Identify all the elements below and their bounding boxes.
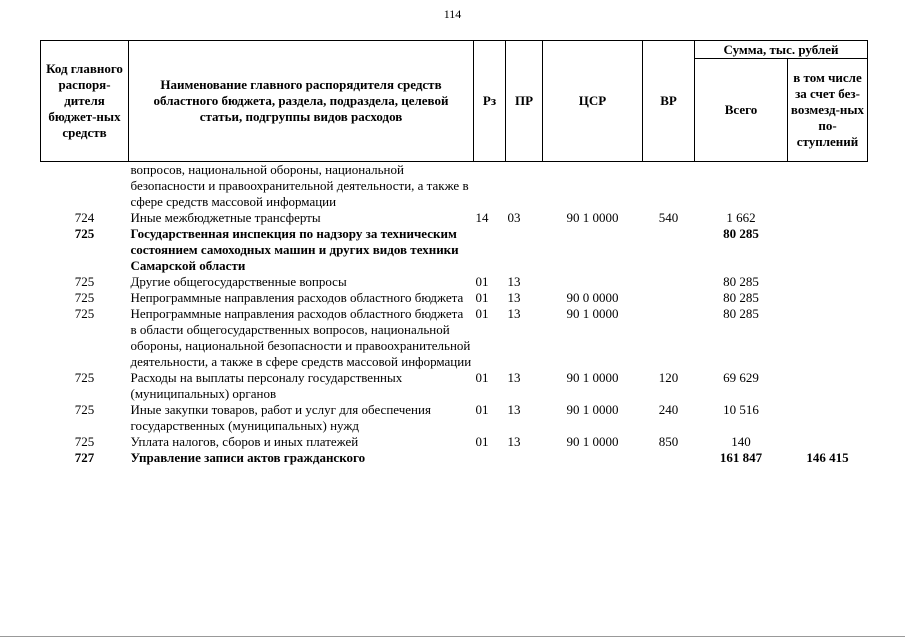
row-code: 725 <box>74 370 95 385</box>
row-vr <box>643 274 695 290</box>
row-code: 725 <box>74 290 95 305</box>
table-row <box>41 162 868 211</box>
row-grant: 146 415 <box>806 450 849 465</box>
row-total: 1 662 <box>726 210 756 225</box>
row-total: 80 285 <box>723 290 759 305</box>
row-rz: 01 <box>475 370 489 385</box>
row-name: Иные межбюджетные трансферты <box>130 210 321 225</box>
row-pr: 13 <box>507 402 521 417</box>
row-vr <box>643 226 695 274</box>
row-code: 725 <box>74 434 95 449</box>
table-header <box>41 41 868 162</box>
row-grant <box>788 306 868 370</box>
row-vr: 540 <box>658 210 679 225</box>
header-csr: ЦСР <box>543 41 643 162</box>
row-pr: 13 <box>507 290 521 305</box>
row-grant <box>788 162 868 211</box>
row-grant <box>788 226 868 274</box>
row-grant <box>788 434 868 450</box>
row-grant <box>788 210 868 226</box>
row-total: 80 285 <box>723 274 759 289</box>
header-vr: ВР <box>643 41 695 162</box>
row-code: 725 <box>74 274 95 289</box>
row-pr: 13 <box>507 370 521 385</box>
header-rz: Рз <box>474 41 506 162</box>
row-rz: 01 <box>475 434 489 449</box>
row-csr <box>543 162 643 211</box>
header-grant: в том числе за счет без-возмезд-ных по-ступлений <box>788 59 868 162</box>
row-pr: 03 <box>507 210 521 225</box>
row-code: 725 <box>74 402 95 417</box>
row-pr: 13 <box>507 434 521 449</box>
row-code: 725 <box>74 226 95 241</box>
row-grant <box>788 290 868 306</box>
row-rz <box>474 450 506 466</box>
row-code <box>41 162 129 211</box>
header-pr: ПР <box>506 41 543 162</box>
row-name: Непрограммные направления расходов областного бюджета <box>130 290 464 305</box>
row-total: 80 285 <box>723 306 759 321</box>
row-total: 69 629 <box>723 370 759 385</box>
row-code: 725 <box>74 306 95 321</box>
row-vr: 120 <box>658 370 679 385</box>
table-body <box>41 162 868 467</box>
row-rz <box>474 226 506 274</box>
table-row <box>41 370 868 402</box>
table-row <box>41 434 868 450</box>
row-vr: 240 <box>658 402 679 417</box>
row-rz: 01 <box>475 402 489 417</box>
row-csr: 90 1 0000 <box>566 402 619 417</box>
row-total: 161 847 <box>719 450 763 465</box>
row-csr: 90 1 0000 <box>566 306 619 321</box>
row-name: Другие общегосударственные вопросы <box>130 274 347 289</box>
table-row <box>41 450 868 466</box>
row-code: 724 <box>74 210 95 225</box>
row-pr <box>506 450 543 466</box>
budget-table <box>40 40 868 466</box>
row-csr: 90 1 0000 <box>566 434 619 449</box>
row-name: Государственная инспекция по надзору за техническим состоянием самоходных машин и других видов техники Самарской области <box>130 226 459 273</box>
row-grant <box>788 370 868 402</box>
row-rz: 14 <box>475 210 489 225</box>
table-row <box>41 210 868 226</box>
row-name: Иные закупки товаров, работ и услуг для обеспечения государственных (муниципальных) нужд <box>130 402 431 433</box>
table-row <box>41 226 868 274</box>
row-total: 10 516 <box>723 402 759 417</box>
row-total: 80 285 <box>723 226 759 241</box>
row-csr: 90 1 0000 <box>566 370 619 385</box>
row-csr <box>543 450 643 466</box>
row-grant <box>788 274 868 290</box>
table-row <box>41 274 868 290</box>
row-vr <box>643 162 695 211</box>
header-name: Наименование главного распорядителя средств областного бюджета, раздела, подраздела, целевой статьи, подгруппы видов расходов <box>129 41 474 162</box>
table-row <box>41 290 868 306</box>
row-total: 140 <box>731 434 751 449</box>
page-bottom-divider <box>0 636 905 637</box>
row-csr: 90 1 0000 <box>566 210 619 225</box>
row-rz: 01 <box>475 306 489 321</box>
table-row <box>41 306 868 370</box>
row-pr: 13 <box>507 274 521 289</box>
row-vr <box>643 290 695 306</box>
row-rz: 01 <box>475 274 489 289</box>
row-pr <box>506 162 543 211</box>
row-name: вопросов, национальной обороны, национальной безопасности и правоохранительной деятельности, а также в сфере средств массовой информации <box>130 162 469 209</box>
row-grant <box>788 402 868 434</box>
header-sum: Сумма, тыс. рублей <box>695 41 868 59</box>
row-rz <box>474 162 506 211</box>
row-name: Непрограммные направления расходов областного бюджета в области общегосударственных вопросов, национальной обороны, национальной безопасности и правоохранительной деятельности, а также в сфере средств массовой информации <box>130 306 472 369</box>
row-vr: 850 <box>658 434 679 449</box>
table-row <box>41 402 868 434</box>
page-number: 114 <box>443 7 462 21</box>
row-name: Расходы на выплаты персоналу государственных (муниципальных) органов <box>130 370 403 401</box>
row-code: 727 <box>74 450 95 465</box>
header-total: Всего <box>695 59 788 162</box>
row-vr <box>643 306 695 370</box>
row-name: Управление записи актов гражданского <box>130 450 366 465</box>
row-csr <box>543 274 643 290</box>
row-vr <box>643 450 695 466</box>
row-csr <box>543 226 643 274</box>
row-total <box>695 162 788 211</box>
row-rz: 01 <box>475 290 489 305</box>
row-name: Уплата налогов, сборов и иных платежей <box>130 434 359 449</box>
header-code: Код главного распоря-дителя бюджет-ных средств <box>41 41 129 162</box>
row-pr <box>506 226 543 274</box>
row-pr: 13 <box>507 306 521 321</box>
row-csr: 90 0 0000 <box>566 290 619 305</box>
